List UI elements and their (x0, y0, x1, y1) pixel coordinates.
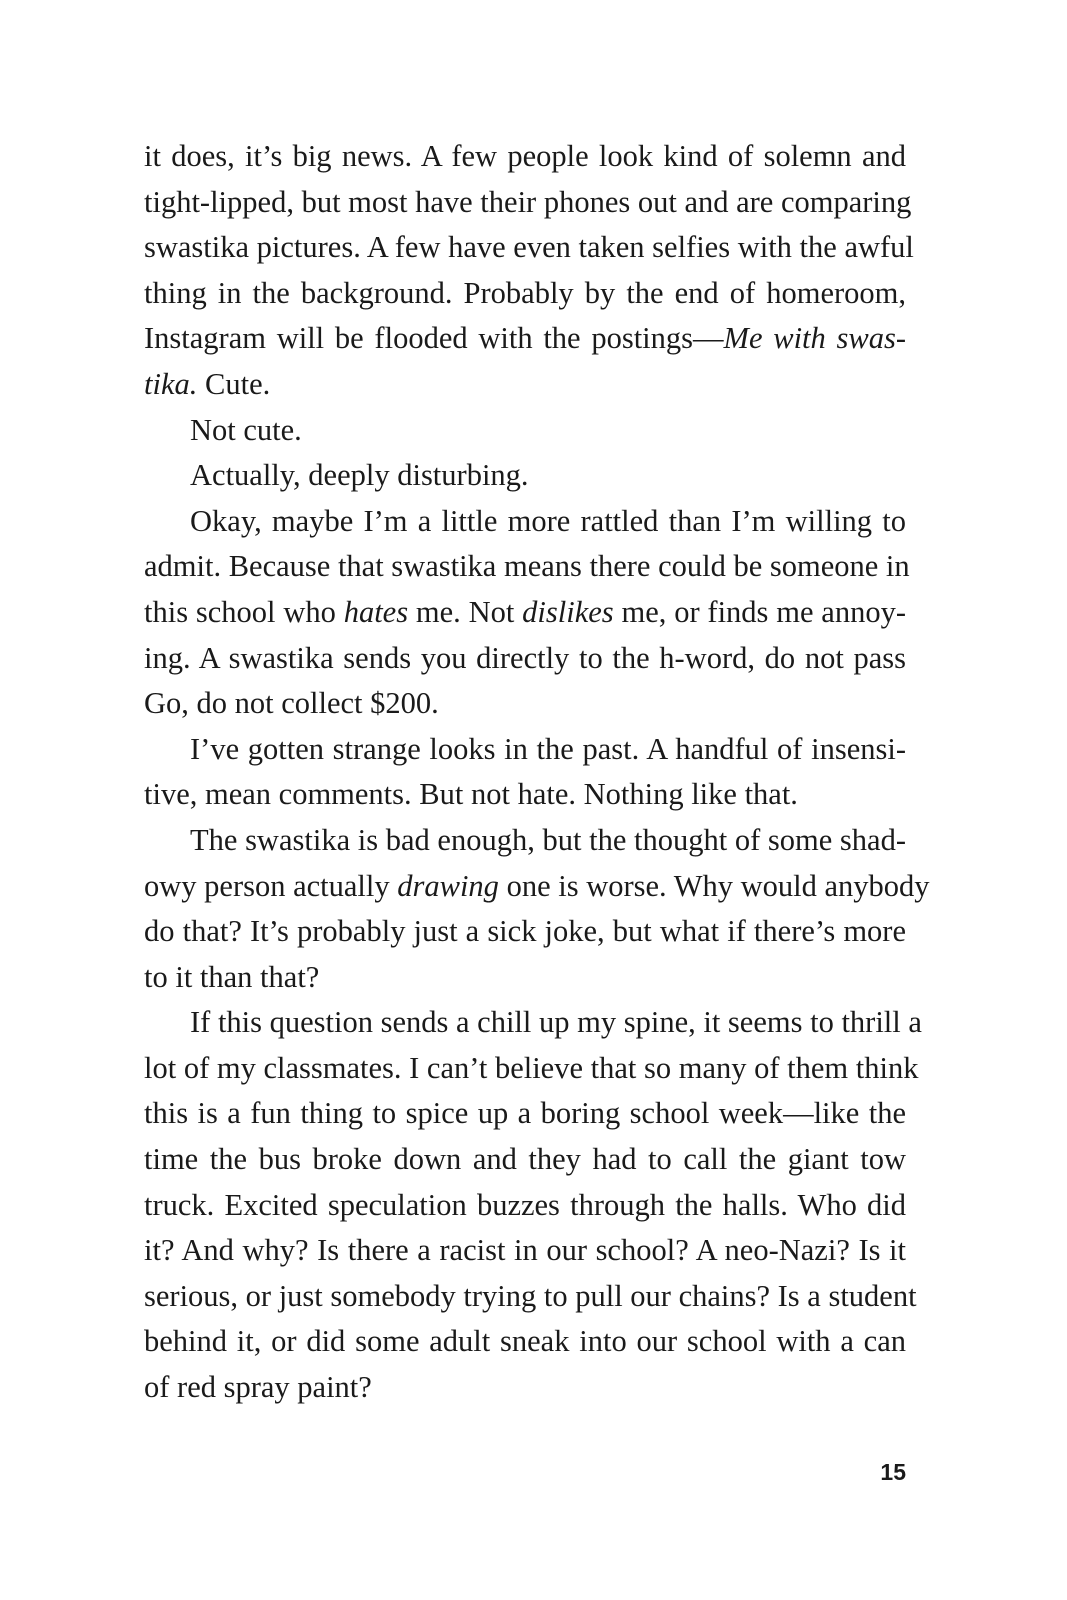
text-line (144, 134, 906, 180)
text-segment: Actually, deeply disturbing. (190, 458, 529, 493)
text-segment: to it than that? (144, 959, 320, 994)
text-segment: time the bus broke down and they had to call the giant tow (144, 1142, 906, 1177)
text-segment: serious, or just somebody trying to pull our chains? Is a student (144, 1278, 917, 1313)
italic-text: dislikes (522, 594, 614, 629)
text-line (144, 408, 906, 454)
text-segment: owy person actually (144, 868, 398, 903)
text-segment: this school who (144, 594, 344, 629)
text-segment: The swastika is bad enough, but the thought of some shad- (190, 822, 906, 857)
text-line (144, 1137, 906, 1183)
text-segment: swastika pictures. A few have even taken selfies with the awful (144, 230, 914, 265)
text-segment: tight-lipped, but most have their phones out and are comparing (144, 184, 912, 219)
italic-text: drawing (397, 868, 499, 903)
text-line (144, 271, 906, 317)
text-line (144, 225, 914, 271)
italic-text: tika. (144, 366, 198, 401)
text-line (144, 453, 906, 499)
text-line (144, 1046, 919, 1092)
text-segment: do that? It’s probably just a sick joke, but what if there’s more (144, 914, 906, 949)
text-segment: it? And why? Is there a racist in our school? A neo-Nazi? Is it (144, 1233, 906, 1268)
text-line (144, 1091, 906, 1137)
text-segment: I’ve gotten strange looks in the past. A handful of insensi- (190, 731, 906, 766)
text-segment: Go, do not collect $200. (144, 686, 439, 721)
text-segment: me. Not (408, 594, 523, 629)
text-segment: thing in the background. Probably by the end of homeroom, (144, 275, 906, 310)
text-line (144, 362, 906, 408)
italic-text: hates (343, 594, 409, 629)
text-segment: Not cute. (190, 412, 302, 447)
text-line (144, 1000, 922, 1046)
text-segment: me, or finds me annoy- (613, 594, 907, 629)
text-line (144, 772, 906, 818)
text-segment: tive, mean comments. But not hate. Nothing like that. (144, 777, 798, 812)
page-number: 15 (880, 1459, 906, 1485)
text-line (144, 864, 930, 910)
text-segment: lot of my classmates. I can’t believe that so many of them think (144, 1050, 919, 1085)
text-segment: If this question sends a chill up my spine, it seems to thrill a (190, 1005, 922, 1040)
text-segment: Instagram will be flooded with the postings— (144, 321, 724, 356)
text-segment: truck. Excited speculation buzzes through the halls. Who did (144, 1187, 906, 1222)
text-segment: Okay, maybe I’m a little more rattled than I’m willing to (190, 503, 906, 538)
text-segment: Cute. (197, 366, 271, 401)
text-line (144, 1183, 906, 1229)
italic-text: Me with swas- (723, 321, 907, 356)
text-line (144, 499, 906, 545)
text-segment: of red spray paint? (144, 1370, 372, 1405)
text-segment: ing. A swastika sends you directly to the h-word, do not pass (144, 640, 906, 675)
text-segment: behind it, or did some adult sneak into our school with a can (144, 1324, 906, 1359)
text-line (144, 316, 906, 362)
text-segment: this is a fun thing to spice up a boring school week—like the (144, 1096, 906, 1131)
text-line (144, 590, 906, 636)
text-line (144, 955, 906, 1001)
text-line (144, 1365, 906, 1411)
text-line (144, 727, 906, 773)
text-line (144, 909, 906, 955)
text-line (144, 1228, 906, 1274)
text-line (144, 544, 910, 590)
text-line (144, 180, 912, 226)
text-segment: one is worse. Why would anybody (498, 868, 930, 903)
text-segment: admit. Because that swastika means there could be someone in (144, 549, 910, 584)
text-segment: it does, it’s big news. A few people look kind of solemn and (144, 139, 906, 173)
text-line (144, 818, 906, 864)
text-line (144, 681, 906, 727)
text-line (144, 1274, 917, 1320)
text-line (144, 1319, 906, 1365)
body-text (144, 134, 930, 1411)
text-line (144, 636, 906, 682)
